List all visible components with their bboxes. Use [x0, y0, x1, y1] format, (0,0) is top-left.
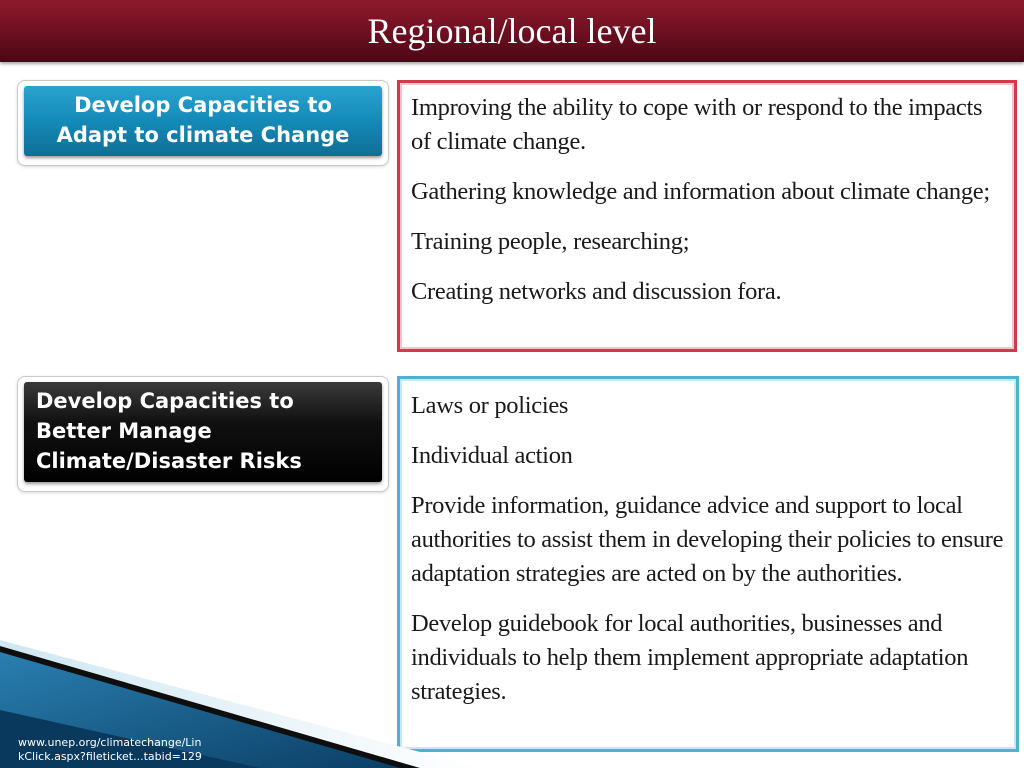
source-link-line: www.unep.org/climatechange/Lin — [18, 736, 202, 749]
heading-line: Climate/Disaster Risks — [36, 449, 302, 473]
content-box-adapt — [397, 80, 1017, 352]
heading-line: Adapt to climate Change — [56, 123, 350, 147]
content-box-manage-risks — [397, 376, 1019, 752]
heading-line: Better Manage — [36, 419, 212, 443]
slide-title: Regional/local level — [367, 11, 657, 51]
source-link-line: kClick.aspx?fileticket...tabid=129 — [18, 750, 202, 763]
list-item: Individual action — [411, 442, 573, 469]
list-item: Training people, researching; — [411, 228, 690, 255]
heading-line: Develop Capacities to — [74, 93, 332, 117]
list-item: Laws or policies — [411, 392, 569, 419]
list-item: Improving the ability to cope with or respond to the impacts of climate change. — [411, 94, 983, 155]
heading-line: Develop Capacities to — [36, 389, 294, 413]
source-link[interactable] — [18, 736, 202, 764]
list-item: Develop guidebook for local authorities, businesses and individuals to help them implement appropriate adaptation strategies. — [411, 610, 969, 705]
list-item: Creating networks and discussion fora. — [411, 278, 782, 305]
heading-adapt-climate-change — [24, 86, 382, 156]
list-item: Provide information, guidance advice and support to local authorities to assist them in developing their policies to ensure adaptation strategies are acted on by the authorities. — [411, 492, 1004, 587]
heading-manage-disaster-risks — [24, 382, 382, 482]
list-item: Gathering knowledge and information about climate change; — [411, 178, 990, 205]
title-bar — [0, 0, 1024, 62]
